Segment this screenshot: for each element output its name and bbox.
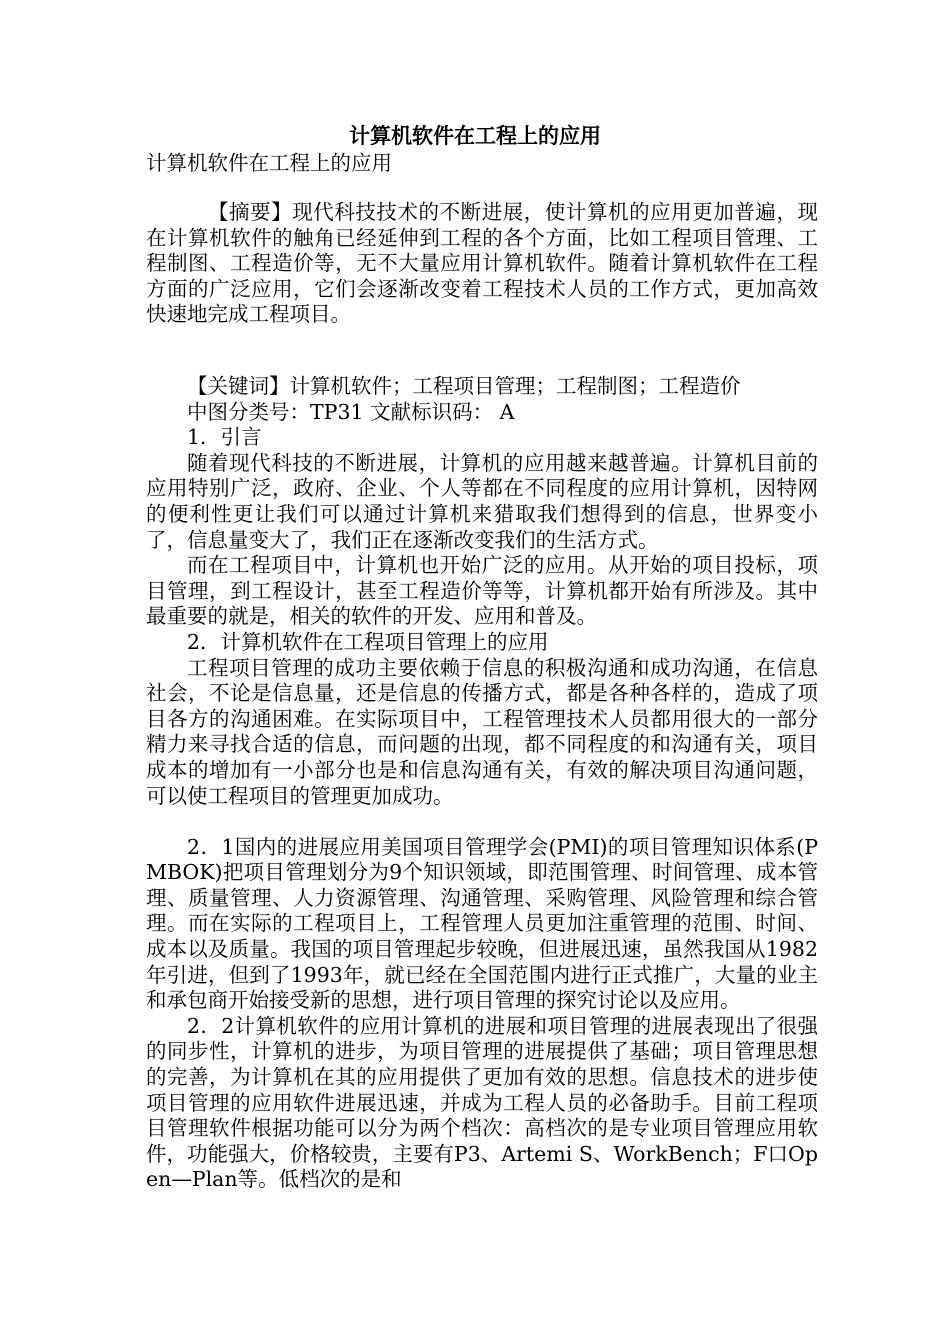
document-title: 计算机软件在工程上的应用: [349, 123, 601, 148]
section1-heading: 1．引言: [187, 425, 262, 450]
section1-paragraph-2: 而在工程项目中，计算机也开始广泛的应用。从开始的项目投标，项目管理，到工程设计，甚至工程造价等等，计算机都开始有所涉及。其中最重要的就是，相关的软件的开发、应用和普及。: [146, 553, 818, 629]
section2-paragraph-1: 工程项目管理的成功主要依赖于信息的积极沟通和成功沟通，在信息社会，不论是信息量，还是信息的传播方式，都是各种各样的，造成了项目各方的沟通困难。在实际项目中，工程管理技术人员都用很大的一部分精力来寻找合适的信息，而问题的出现，都不同程度的和沟通有关，项目成本的增加有一小部分也是和信息沟通有关，有效的解决项目沟通问题，可以使工程项目的管理更加成功。: [146, 655, 818, 808]
section2-2-paragraph: 2．2计算机软件的应用计算机的进展和项目管理的进展表现出了很强的同步性，计算机的进步，为项目管理的进展提供了基础；项目管理思想的完善，为计算机在其的应用提供了更加有效的思想。信息技术的进步使项目管理的应用软件进展迅速，并成为工程人员的必备助手。目前工程项目管理软件根据功能可以分为两个档次：高档次的是专业项目管理应用软件，功能强大，价格较贵，主要有P3、Artemi S、WorkBench；F口Open—Plan等。低档次的是和: [146, 1013, 818, 1192]
section2-1-paragraph: 2．1国内的进展应用美国项目管理学会(PMI)的项目管理知识体系(PMBOK)把项目管理划分为9个知识领域，即范围管理、时间管理、成本管理、质量管理、人力资源管理、沟通管理、采购管理、风险管理和综合管理。而在实际的工程项目上，工程管理人员更加注重管理的范围、时间、成本以及质量。我国的项目管理起步较晚，但进展迅速，虽然我国从1982年引进，但到了1993年，就已经在全国范围内进行正式推广，大量的业主和承包商开始接受新的思想，进行项目管理的探究讨论以及应用。: [146, 834, 818, 1013]
paragraph-spacer: [146, 809, 818, 835]
abstract-block: [146, 200, 818, 328]
section1-paragraph-1: 随着现代科技的不断进展，计算机的应用越来越普遍。计算机目前的应用特别广泛，政府、企业、个人等都在不同程度的应用计算机，因特网的便利性更让我们可以通过计算机来猎取我们想得到的信息，世界变小了，信息量变大了，我们正在逐渐改变我们的生活方式。: [146, 450, 818, 552]
document-subtitle: 计算机软件在工程上的应用: [146, 151, 392, 175]
abstract-paragraph: 【摘要】现代科技技术的不断进展，使计算机的应用更加普遍，现在计算机软件的触角已经延伸到工程的各个方面，比如工程项目管理、工程制图、工程造价等，无不大量应用计算机软件。随着计算机软件在工程方面的广泛应用，它们会逐渐改变着工程技术人员的工作方式，更加高效快速地完成工程项目。: [146, 200, 818, 327]
body-block: [146, 374, 818, 1193]
section2-heading: 2．计算机软件在工程项目管理上的应用: [187, 629, 549, 654]
keywords-line: 【关键词】计算机软件；工程项目管理；工程制图；工程造价: [187, 374, 741, 398]
classification-line: 中图分类号：TP31 文献标识码： A: [187, 399, 515, 424]
